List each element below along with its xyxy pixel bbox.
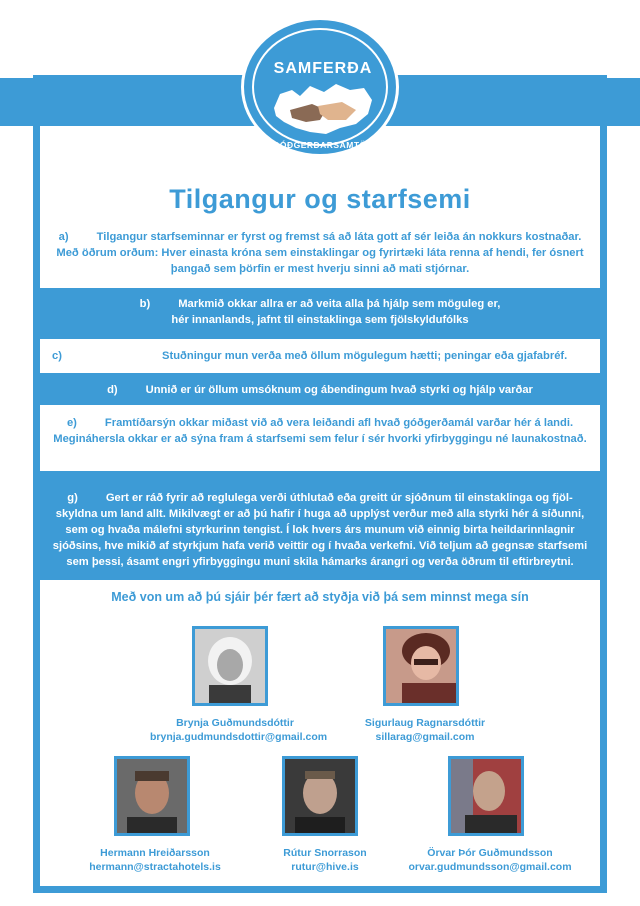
section-text: sem og hvaða málefni styrkurinn tengist. Í lok hvers árs munum við einnig birta heildarinnlagnir (65, 524, 575, 536)
section-text: Framtíðarsýn okkar miðast við að vera leiðandi afl hvað góðgerðamál varðar hér á landi. (104, 417, 574, 429)
closing-text: Með von um að þú sjáir þér fært að styðja við þá sem minnst mega sín (111, 590, 529, 604)
section-text: sjóðsins, hve mikið af styrkjum hafa verið veittir og í hvaða verkefni. Við teljum að gegnsæ starfsemi (52, 540, 588, 552)
person-email[interactable]: brynja.gudmundsdottir@gmail.com (150, 731, 328, 743)
person-card-hermann (70, 846, 240, 874)
person-card-brynja (150, 716, 328, 744)
section-label: c) (52, 350, 62, 362)
section-text: Stuðningur mun verða með öllum mögulegum hætti; peningar eða gjafabréf. (162, 350, 568, 362)
person-silhouette-icon (117, 759, 187, 833)
person-card-sigurlaug (340, 716, 510, 744)
section-text: hér innanlands, jafnt til einstaklinga sem fjölskyldufólks (171, 314, 469, 326)
section-text: sem þessi, ásamt engri yfirbyggingu muni skila hámarks árangri og verða öðrum til eftirbreytni. (66, 556, 574, 568)
section-d (40, 382, 600, 398)
person-card-rutur (240, 846, 410, 874)
section-label: d) (107, 384, 118, 396)
person-photo-hermann (114, 756, 190, 836)
person-email[interactable]: orvar.gudmundsson@gmail.com (408, 861, 572, 873)
person-email[interactable]: rutur@hive.is (291, 861, 359, 873)
section-label: e) (66, 417, 77, 429)
section-e (40, 415, 600, 447)
section-text: Megináhersla okkar er að sýna fram á starfsemi sem felur í sér hvorki yfirbyggingu né launakostnað. (53, 433, 587, 445)
person-name: Rútur Snorrason (283, 847, 367, 859)
section-g (40, 490, 600, 570)
section-label: g) (67, 492, 78, 504)
section-label: b) (139, 298, 151, 310)
person-photo-sigurlaug (383, 626, 459, 706)
section-c (40, 348, 600, 364)
logo-top-text: SAMFERÐA (273, 60, 373, 77)
person-email[interactable]: sillarag@gmail.com (375, 731, 475, 743)
section-label: a) (58, 231, 69, 243)
person-name: Sigurlaug Ragnarsdóttir (364, 717, 486, 729)
person-silhouette-icon (285, 759, 355, 833)
section-text: þangað sem þörfin er mest hverju sinni að mati stjórnar. (170, 263, 470, 275)
section-text: Markmið okkar allra er að veita alla þá hjálp sem möguleg er, (178, 298, 501, 310)
logo-bottom-text: GÓÐGERÐARSAMTÖK (272, 140, 374, 150)
person-silhouette-icon (195, 629, 265, 703)
section-text: Gert er ráð fyrir að reglulega verði úthlutað eða greitt úr sjóðnum til einstaklinga og fjöl- (105, 492, 573, 504)
person-photo-brynja (192, 626, 268, 706)
section-text: Tilgangur starfseminnar er fyrst og fremst sá að láta gott af sér leiða án nokkurs kostnaðar. (96, 231, 582, 243)
person-silhouette-icon (386, 629, 456, 703)
person-silhouette-icon (451, 759, 521, 833)
section-a (40, 229, 600, 277)
person-name: Hermann Hreiðarsson (100, 847, 210, 859)
person-email[interactable]: hermann@stractahotels.is (89, 861, 221, 873)
person-name: Brynja Guðmundsdóttir (176, 717, 294, 729)
page-title: Tilgangur og starfsemi (169, 184, 471, 214)
samferda-logo (241, 17, 399, 157)
section-text: Með öðrum orðum: Hver einasta króna sem einstaklingar og fyrirtæki láta renna af hendi, fer ósnert (56, 247, 584, 259)
iceland-handshake-icon (266, 80, 380, 138)
person-photo-orvar (448, 756, 524, 836)
section-text: skyldna um land allt. Mikilvægt er að þú hafir í huga að upplýst verður með alla styrki hér á síðunni, (55, 508, 585, 520)
person-card-orvar (400, 846, 580, 874)
person-photo-rutur (282, 756, 358, 836)
person-name: Örvar Þór Guðmundsson (427, 847, 553, 859)
section-text: Unnið er úr öllum umsóknum og ábendingum hvað styrki og hjálp varðar (145, 384, 533, 396)
section-b (40, 296, 600, 328)
